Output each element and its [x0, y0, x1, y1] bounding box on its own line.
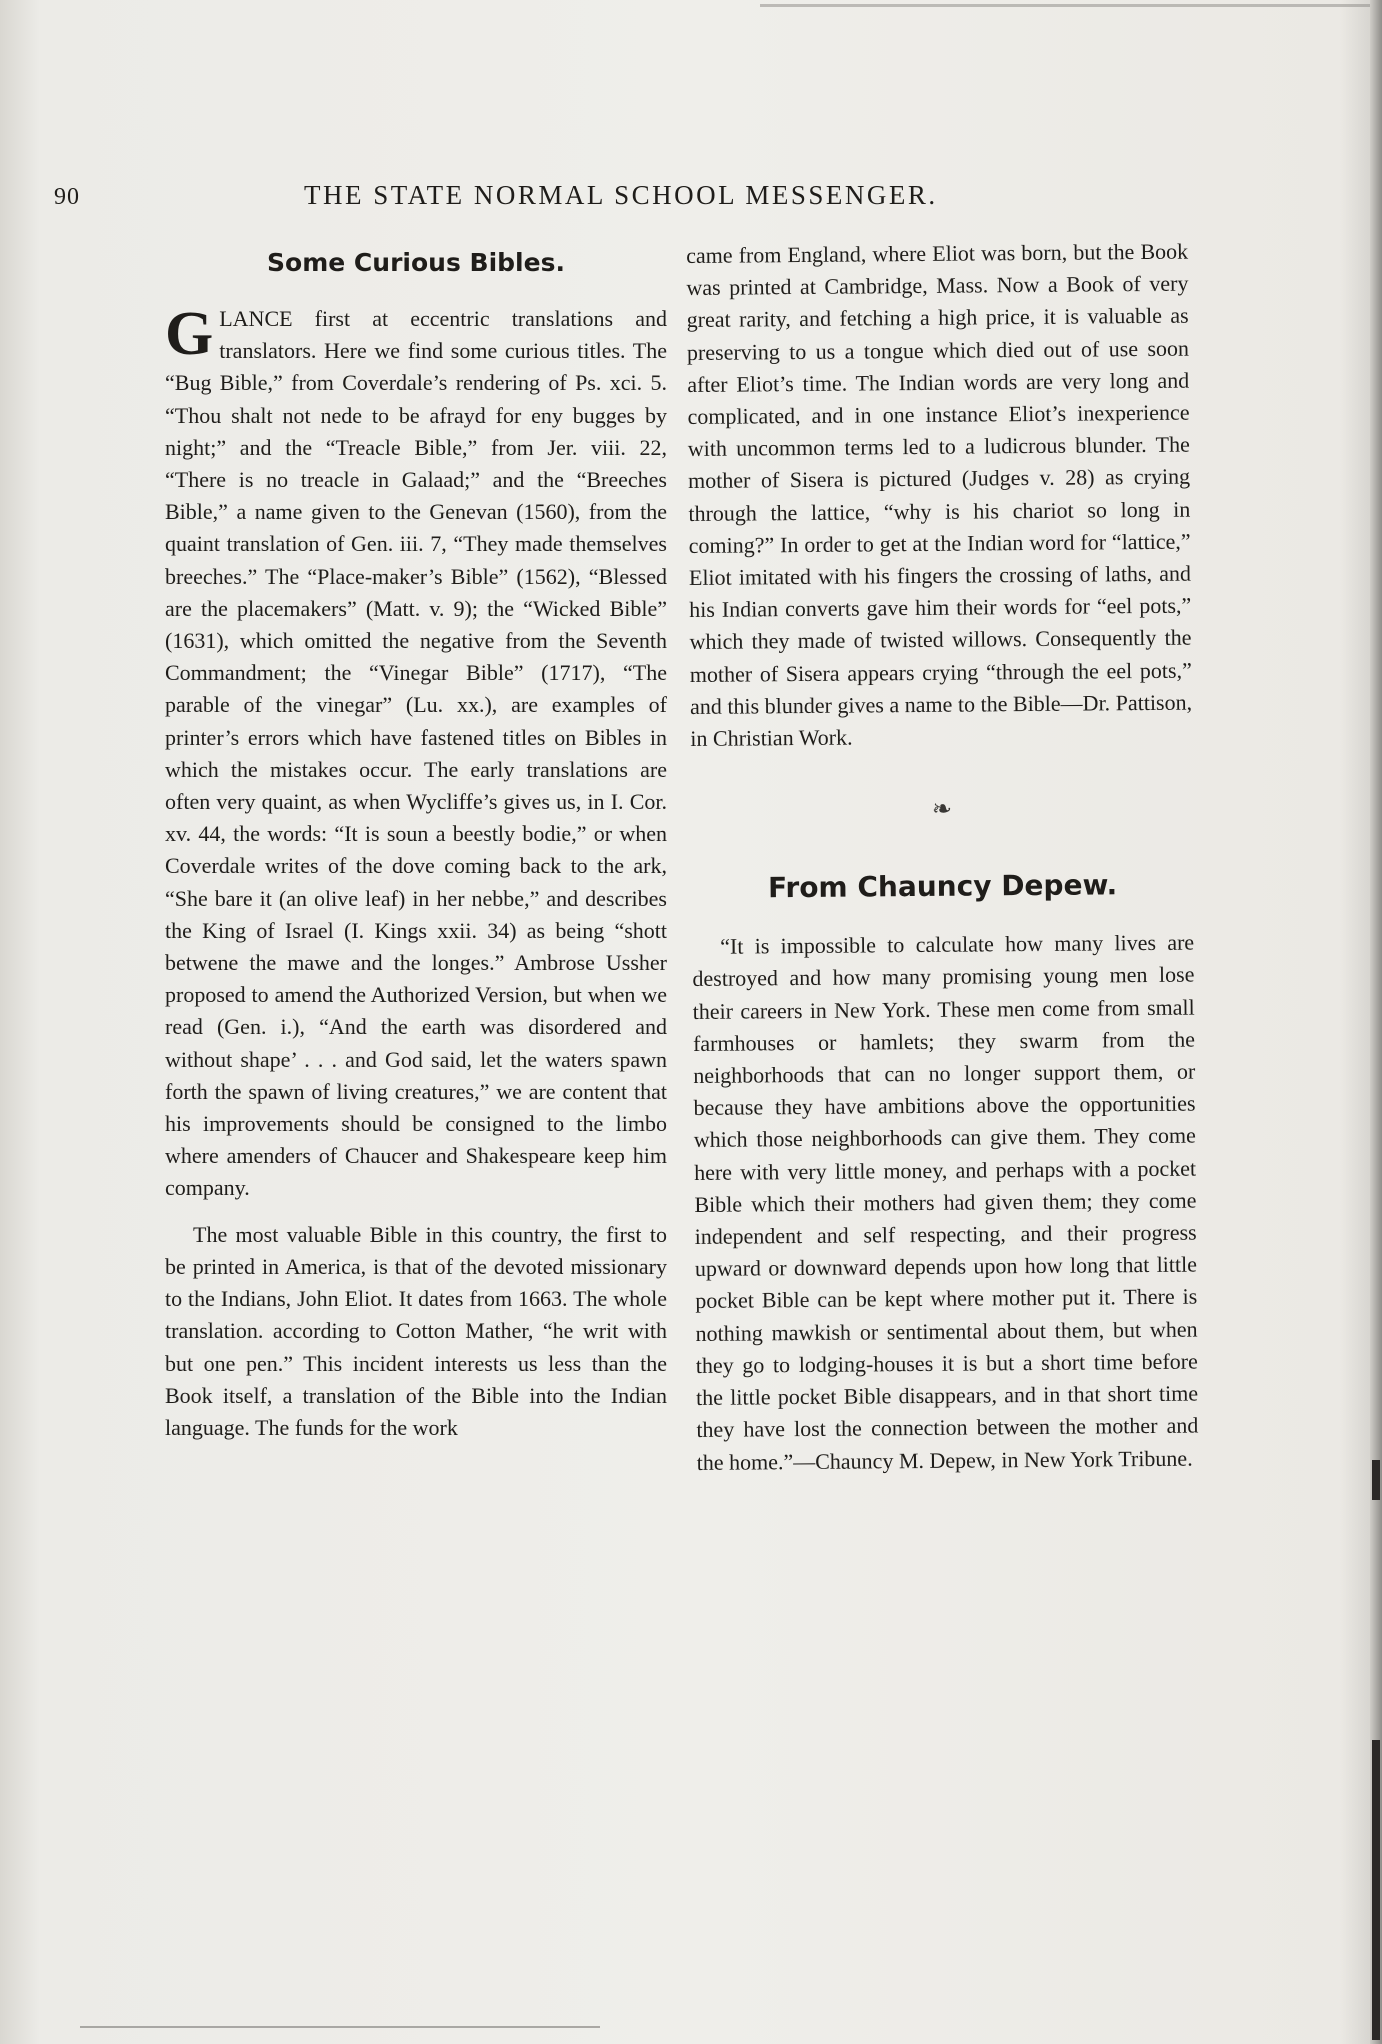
ink-smudge: [1372, 1460, 1380, 1500]
page-number: 90: [54, 184, 80, 210]
article-paragraph-continued: came from England, where Eliot was born, but the Book was printed at Cambridge, Mass. Now a Book of very great rarity, and fetching a high price, it is valuable as preserving to us a tongue which died out of use soon after Eliot’s time. The Indian words are very long and complicated, and in one instance Eliot’s inexperience with uncommon terms led to a ludicrous blunder. The mother of Sisera is pictured (Judges v. 28) as crying through the lattice, “why is his chariot so long in coming?” In order to get at the Indian word for “lattice,” Eliot imitated with his fingers the crossing of laths, and his Indian converts gave him their words for “eel pots,” which they made of twisted willows. Consequently the mother of Sisera appears crying “through the eel pots,” and this blunder gives a name to the Bible—Dr. Pattison, in Christian Work.: [686, 238, 1193, 752]
running-title: THE STATE NORMAL SCHOOL MESSENGER.: [304, 180, 938, 210]
page-header: [54, 180, 1274, 220]
article-paragraph: The most valuable Bible in this country, the first to be printed in America, is that of the devoted missionary to the Indians, John Eliot. It dates from 1663. The whole translation. according to Cotton Mather, “he writ with but one pen.” This incident interests us less than the Book itself, a translation of the Bible into the Indian language. The funds for the work: [165, 1221, 667, 1440]
ink-smudge: [1372, 1740, 1380, 2040]
page-edge-shadow: [1370, 0, 1382, 2044]
article-paragraph: “It is impossible to calculate how many lives are destroyed and how many promising young men lose their careers in New York. These men come from small farmhouses or hamlets; they swarm from the neighborhoods that can no longer support them, or because they have ambitions above the opportunities which those neighborhoods can give them. They come here with very little money, and perhaps with a pocket Bible which their mothers had given them; they come independent and self respecting, and their progress upward or downward depends upon how long that little pocket Bible can be kept where mother put it. There is nothing mawkish or sentimental about them, but when they go to lodging-houses it is but a short time before the little pocket Bible disappears, and in that short time they have lost the connection between the mother and the home.”—Chauncy M. Depew, in New York Tribune.: [692, 929, 1199, 1475]
paragraph-text: LANCE first at eccentric translations and translators. Here we find some curious titles. The “Bug Bible,” from Coverdale’s rendering of Ps. xci. 5. “Thou shalt not nede to be afrayd for eny bugges by night;” and the “Treacle Bible,” from Jer. viii. 22, “There is no treacle in Galaad;” and the “Breeches Bible,” a name given to the Genevan (1560), from the quaint translation of Gen. iii. 7, “They made themselves breeches.” The “Place-maker’s Bible” (1562), “Blessed are the placemakers” (Matt. v. 9); the “Wicked Bible” (1631), which omitted the negative from the Seventh Commandment; the “Vinegar Bible” (1717), “The parable of the vinegar” (Lu. xx.), are examples of printer’s errors which have fastened titles on Bibles in which the mistakes occur. The early translations are often very quaint, as when Wycliffe’s gives us, in I. Cor. xv. 44, the words: “It is soun a beestly bodie,” or when Coverdale writes of the dove coming back to the ark, “She bare it (an olive leaf) in her nebbe,” and describes the King of Israel (I. Kings xxii. 34) as being “shott betwene the mawe and the longes.” Ambrose Ussher proposed to amend the Authorized Version, but when we read (Gen. i.), “And the earth was disordered and without shape’ . . . and God said, let the waters spawn forth the spawn of living creatures,” we are content that his improvements should be consigned to the limbo where amenders of Chaucer and Shakespeare keep him company.: [165, 306, 667, 1201]
top-rule: [760, 4, 1380, 7]
drop-cap: G: [165, 300, 214, 368]
article-title-chauncy-depew: From Chauncy Depew.: [767, 868, 1118, 905]
article-title-curious-bibles: Some Curious Bibles.: [267, 248, 565, 277]
bottom-rule: [80, 2026, 600, 2028]
left-column: [165, 240, 667, 1444]
section-ornament: ❧: [931, 796, 953, 824]
right-column: [686, 236, 1199, 1479]
article-paragraph: [165, 300, 667, 1205]
